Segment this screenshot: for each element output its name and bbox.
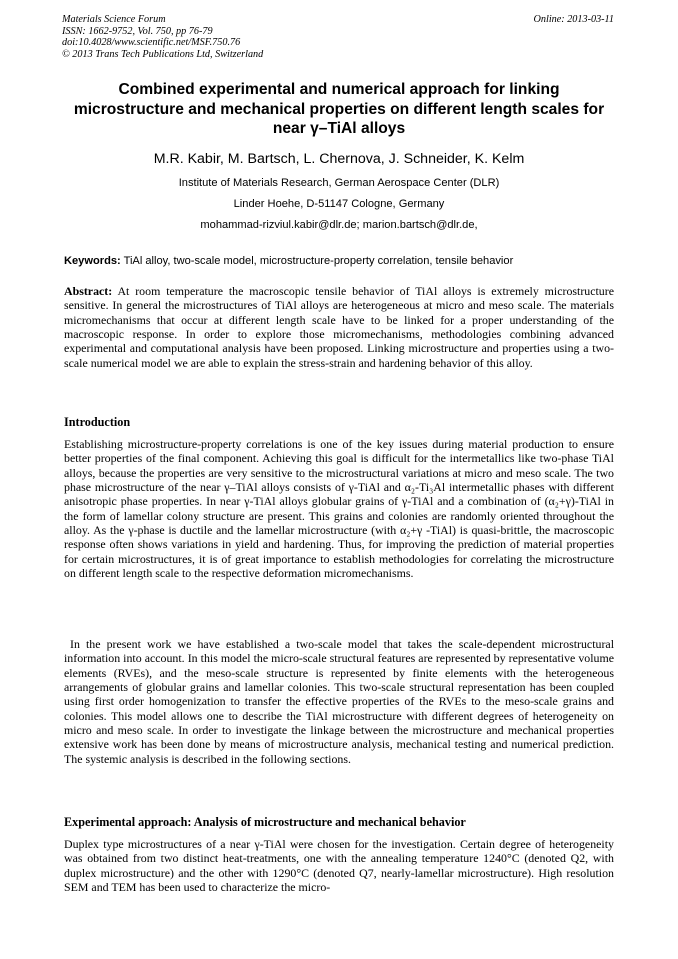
experimental-heading: Experimental approach: Analysis of microstructure and mechanical behavior: [64, 815, 466, 829]
introduction-paragraph-2: In the present work we have established a two-scale model that takes the scale-dependent microstructural information into account. In this model the micro-scale structural features are represented by representative volume elements (RVEs), and the meso-scale structure is represented by finite elements with the heterogeneous arrangements of globular grains and lamellar colonies. This two-scale structural representation has been coupled using first order homogenization to transfer the effective properties of the RVEs to the meso-scale grains and colonies. This model allows one to describe the TiAl microstructure with different degrees of heterogeneity on micro and meso scale. In order to investigate the linkage between the microstructure and mechanical properties extensive work has been done by means of microstructure analysis, mechanical testing and numerical prediction. The systemic analysis is described in the following sections.: [64, 637, 614, 766]
affiliation-address: Linder Hoehe, D-51147 Cologne, Germany: [233, 198, 445, 210]
author-emails: mohammad-rizviul.kabir@dlr.de; marion.bartsch@dlr.de,: [200, 219, 478, 231]
introduction-heading: Introduction: [64, 415, 131, 429]
title-line-1: Combined experimental and numerical approach for linking: [118, 81, 560, 98]
title-line-2: microstructure and mechanical properties on different length scales for: [73, 100, 605, 118]
abstract-text: At room temperature the macroscopic tensile behavior of TiAl alloys is extremely microstructure sensitive. In general the microstructures of TiAl alloys are heterogeneous at micro and meso scale. The materials micromechanisms that occur at different length scale have to be linked for a proper understanding of the macroscopic response. In order to explore those micromechanisms, methodologies combining advanced experimental and computational analysis have been proposed. Linking microstructure and properties using a two-scale numerical model we are able to explain the stress-strain and hardening behavior of this alloy.: [64, 284, 614, 370]
author-list: M.R. Kabir, M. Bartsch, L. Chernova, J. Schneider, K. Kelm: [153, 151, 525, 167]
title-line-3: near γ–TiAl alloys: [272, 120, 406, 137]
copyright-line: © 2013 Trans Tech Publications Ltd, Switzerland: [62, 48, 264, 60]
journal-name: Materials Science Forum: [62, 14, 166, 25]
abstract: [64, 284, 614, 370]
paper-title: [40, 80, 638, 139]
experimental-paragraph-1: Duplex type microstructures of a near γ-TiAl were chosen for the investigation. Certain degree of heterogeneity was obtained from two distinct heat-treatments, one with the annealing temperature 1240°C (denoted Q2, with duplex microstructure) and the other with 1290°C (denoted Q7, nearly-lamellar microstructure). High resolution SEM and TEM has been used to characterize the micro-: [64, 837, 614, 895]
keywords-label: Keywords:: [64, 255, 121, 267]
journal-header: [62, 14, 614, 60]
online-date: Online: 2013-03-11: [533, 14, 614, 25]
introduction-paragraph-1: Establishing microstructure-property correlations is one of the key issues during material production to ensure better properties of the final component. Achieving this goal is difficult for the intermetallics like two-phase TiAl alloys, because the properties are very sensitive to the microstructural variations at micro and meso scale. The two phase microstructure of the near γ–TiAl alloys consists of γ-TiAl and α₂-Ti₃Al intermetallic phases with different anisotropic phase properties. In near γ-TiAl alloys globular grains of γ-TiAl and a combination of (α₂+γ)-TiAl in the form of lamellar colony structure are present. This grains and colonies are randomly oriented throughout the alloy. As the γ-phase is ductile and the lamellar microstructure (with α₂+γ -TiAl) is quasi-brittle, the macroscopic response often shows variations in yield and hardening. Thus, for improving the prediction of material properties for certain microstructures, it is of great importance to establish methodologies for correlating the microstructure on different length scale to the respective deformation micromechanisms.: [64, 437, 614, 581]
keywords: [64, 254, 624, 268]
affiliation-institute: Institute of Materials Research, German Aerospace Center (DLR): [178, 177, 500, 189]
doi-line: doi:10.4028/www.scientific.net/MSF.750.76: [62, 37, 241, 49]
abstract-label: Abstract:: [64, 284, 113, 298]
keywords-text: TiAl alloy, two-scale model, microstructure-property correlation, tensile behavior: [120, 255, 514, 267]
issn-line: ISSN: 1662-9752, Vol. 750, pp 76-79: [62, 25, 213, 37]
